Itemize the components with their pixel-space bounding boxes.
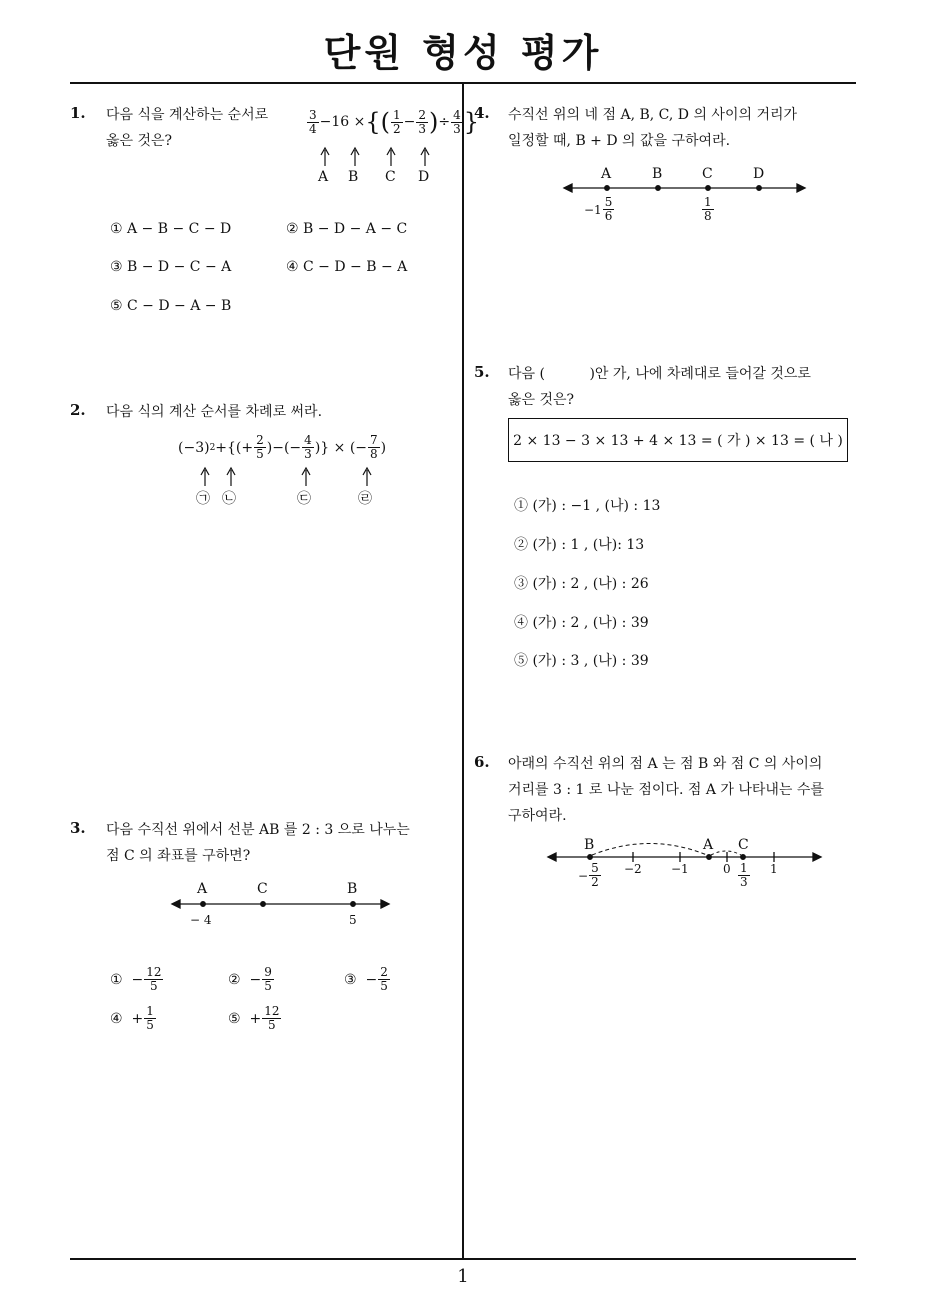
expression-box: 2 × 13 − 3 × 13 + 4 × 13 = ( 가 ) × 13 = ( 나 ): [508, 418, 848, 462]
question-text-line: 거리를 3 : 1 로 나눈 점이다. 점 A 가 나타내는 수를: [508, 782, 824, 798]
option-5[interactable]: ⑤ + $\frac{12}{5}$: [228, 1004, 280, 1032]
option-4[interactable]: ④ + $\frac{1}{5}$: [110, 1004, 154, 1032]
marker-label: ㉢: [297, 491, 311, 507]
value-label: −1 $\frac{5}{6}$: [584, 195, 613, 223]
expr-term: )−(−: [266, 439, 302, 456]
q2-expression: [178, 434, 386, 461]
question-text: [508, 102, 797, 154]
point-label: A: [601, 166, 612, 182]
option-1[interactable]: ① − $\frac{12}{5}$: [110, 965, 162, 993]
question-number: 6.: [474, 753, 490, 771]
value-label: 5: [349, 913, 357, 927]
marker-label: ㉣: [358, 491, 372, 507]
page-title: 단원 형성 평가: [323, 31, 603, 75]
value-label: − $\frac{5}{2}$: [578, 861, 599, 889]
marker-label: A: [318, 169, 329, 185]
option-2[interactable]: ② − $\frac{9}{5}$: [228, 965, 272, 993]
option-3[interactable]: ③ (가) : 2 , (나) : 26: [514, 576, 649, 592]
point-label: D: [753, 166, 765, 182]
value-label: $\frac{1}{8}$: [704, 195, 712, 223]
question-text-line: 다음 식을 계산하는 순서로: [106, 107, 269, 123]
column-divider: [462, 83, 464, 1259]
expr-term: )} × (−: [314, 439, 368, 456]
question-text: [106, 102, 268, 154]
fraction: $\frac{2}{5}$: [256, 433, 264, 461]
bottom-rule: [70, 1258, 856, 1260]
q1-expression: $\frac{3}{4}$ −16 × {( $\frac{1}{2}$ − $\frac{2}{3}$ ) ÷ $\frac{4}{3}$ }: [309, 107, 480, 136]
fraction: $\frac{2}{3}$: [418, 107, 427, 136]
question-text: [106, 817, 410, 869]
question-number: 2.: [70, 401, 86, 419]
expr-term: ): [380, 439, 387, 456]
point-label: C: [702, 166, 713, 182]
question-text-line: 수직선 위의 네 점 A, B, C, D 의 사이의 거리가: [508, 107, 798, 123]
question-number: 1.: [70, 104, 86, 122]
question-text-line: 옳은 것은?: [106, 133, 173, 149]
option-1[interactable]: ① A − B − C − D: [110, 221, 232, 237]
question-number: 4.: [474, 104, 490, 122]
marker-label: D: [418, 169, 430, 185]
question-text-line: 일정할 때, B + D 의 값을 구하여라.: [508, 133, 731, 149]
expr-term: +{(+: [215, 439, 254, 456]
tick-label: −1: [671, 862, 689, 876]
marker-label: B: [348, 169, 359, 185]
point-a: [201, 902, 206, 907]
point-label: B: [652, 166, 663, 182]
q6-number-line: [0, 0, 1, 1]
question-text-line: 옳은 것은?: [508, 392, 575, 408]
option-3[interactable]: ③ B − D − C − A: [110, 259, 232, 275]
marker-label: C: [385, 169, 396, 185]
option-4[interactable]: ④ C − D − B − A: [286, 259, 408, 275]
question-number: 3.: [70, 819, 86, 837]
option-4[interactable]: ④ (가) : 2 , (나) : 39: [514, 615, 649, 631]
tick-label: 0: [723, 862, 731, 876]
option-5[interactable]: ⑤ C − D − A − B: [110, 298, 232, 314]
option-2[interactable]: ② B − D − A − C: [286, 221, 408, 237]
option-3[interactable]: ③ − $\frac{2}{5}$: [344, 965, 388, 993]
expr-op: ÷: [438, 114, 451, 130]
value-label: $\frac{1}{3}$: [740, 861, 748, 889]
fraction: $\frac{3}{4}$: [309, 107, 317, 136]
point-c: [261, 902, 266, 907]
page-number: 1: [457, 1266, 469, 1287]
question-text-line: 다음 ( )안 가, 나에 차례대로 들어갈 것으로: [508, 366, 811, 382]
expr-term: (−3): [178, 439, 210, 456]
fraction: $\frac{4}{3}$: [304, 433, 312, 461]
option-2[interactable]: ② (가) : 1 , (나): 13: [514, 537, 645, 553]
fraction: $\frac{4}{3}$: [453, 107, 461, 136]
question-text: [508, 751, 824, 829]
expr-op: −: [403, 114, 416, 130]
expr-term: −16 ×: [319, 114, 366, 130]
point-label: A: [197, 881, 208, 897]
question-text: [508, 361, 811, 413]
question-text: 다음 식의 계산 순서를 차례로 써라.: [106, 404, 323, 420]
point-label: C: [738, 837, 749, 853]
marker-label: ㉠: [196, 491, 210, 507]
question-text-line: 점 C 의 좌표를 구하면?: [106, 848, 251, 864]
point-label: C: [257, 881, 268, 897]
exponent: 2: [209, 442, 216, 453]
fraction: $\frac{7}{8}$: [370, 433, 378, 461]
question-text-line: 아래의 수직선 위의 점 A 는 점 B 와 점 C 의 사이의: [508, 756, 823, 772]
question-number: 5.: [474, 363, 490, 381]
tick-label: 1: [770, 862, 778, 876]
option-1[interactable]: ① (가) : −1 , (나) : 13: [514, 498, 661, 514]
question-text-line: 구하여라.: [508, 808, 567, 824]
point-b: [351, 902, 356, 907]
point-label: B: [584, 837, 595, 853]
value-label: − 4: [190, 913, 212, 927]
tick-label: −2: [624, 862, 642, 876]
fraction: $\frac{1}{2}$: [393, 107, 401, 136]
point-label: A: [703, 837, 714, 853]
marker-label: ㉡: [222, 491, 236, 507]
option-5[interactable]: ⑤ (가) : 3 , (나) : 39: [514, 653, 649, 669]
point-label: B: [347, 881, 358, 897]
question-text-line: 다음 수직선 위에서 선분 AB 를 2 : 3 으로 나누는: [106, 822, 410, 838]
